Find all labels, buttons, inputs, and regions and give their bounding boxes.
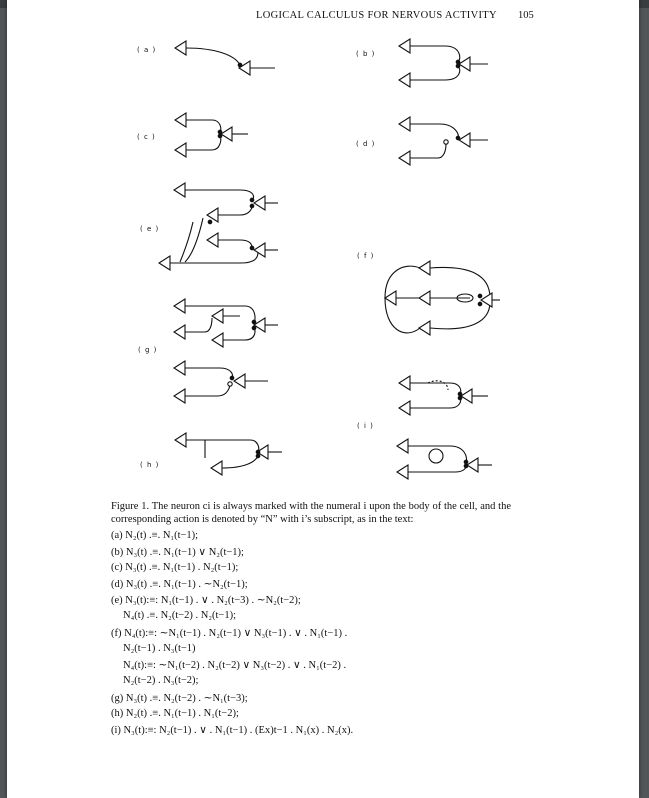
label-a: ( a ) [137, 46, 157, 54]
equation-f-1: (f) N₄(t):≡: ∼N₁(t−1) . N₂(t−1) ∨ N₃(t−1) . ∨ . N₁(t−1) . [111, 628, 348, 639]
diagram-b [356, 39, 488, 87]
equation-d: (d) N₃(t) .≡. N₁(t−1) . ∼N₂(t−1); [111, 579, 248, 590]
equation-f-4: N₂(t−2) . N₃(t−2); [123, 675, 199, 686]
diagram-d [356, 117, 488, 165]
equation-c: (c) N₃(t) .≡. N₁(t−1) . N₂(t−1); [111, 562, 239, 573]
equation-g: (g) N₃(t) .≡. N₂(t−2) . ∼N₁(t−3); [111, 693, 248, 704]
label-i: ( i ) [357, 422, 374, 430]
running-header: LOGICAL CALCULUS FOR NERVOUS ACTIVITY [256, 10, 497, 21]
equation-e-1: (e) N₃(t):≡: N₁(t−1) . ∨ . N₂(t−3) . ∼N₂(t−2); [111, 595, 301, 606]
diagram-i [357, 376, 492, 479]
label-d: ( d ) [356, 140, 376, 148]
diagram-h [140, 433, 282, 475]
label-g: ( g ) [138, 346, 158, 354]
equation-e-2: N₄(t) .≡. N₂(t−2) . N₂(t−1); [123, 610, 237, 621]
diagram-e [140, 183, 278, 270]
diagram-a [137, 41, 275, 75]
diagram-c [137, 113, 248, 157]
page-number: 105 [518, 10, 534, 21]
label-c: ( c ) [137, 133, 156, 141]
diagram-g [138, 299, 278, 403]
diagram-f [357, 252, 500, 335]
label-h: ( h ) [140, 461, 160, 469]
equation-f-3: N₄(t):≡: ∼N₁(t−2) . N₂(t−2) ∨ N₃(t−2) . ∨ . N₁(t−2) . [123, 660, 347, 671]
label-b: ( b ) [356, 50, 376, 58]
equation-b: (b) N₃(t) .≡. N₁(t−1) ∨ N₂(t−1); [111, 547, 244, 558]
label-f: ( f ) [357, 252, 375, 260]
equation-i: (i) N₃(t):≡: N₂(t−1) . ∨ . N₁(t−1) . (Ex)t−1 . N₁(x) . N₂(x). [111, 725, 354, 736]
figure-caption: Figure 1. The neuron ci is always marked with the numeral i upon the body of the cell, and the corresponding action is denoted by “N” with i’s subscript, as in the text: [111, 501, 511, 525]
equation-a: (a) N₂(t) .≡. N₁(t−1); [111, 530, 199, 541]
equation-h: (h) N₂(t) .≡. N₁(t−1) . N₁(t−2); [111, 708, 239, 719]
equation-f-2: N₂(t−1) . N₃(t−1) [123, 643, 196, 654]
label-e: ( e ) [140, 225, 160, 233]
